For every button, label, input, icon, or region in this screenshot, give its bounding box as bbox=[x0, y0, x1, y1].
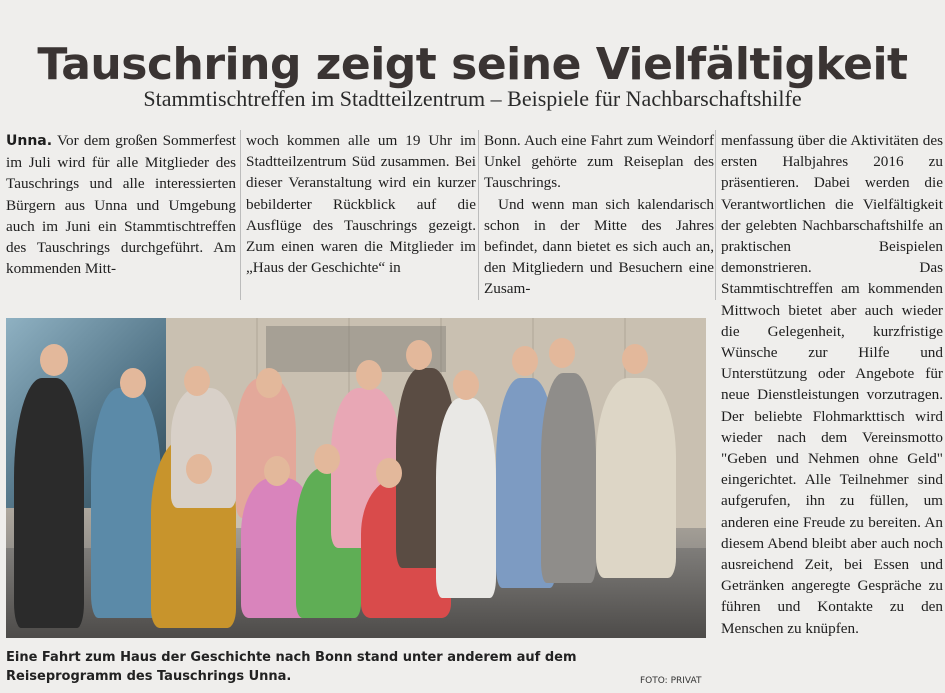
article-column-1 bbox=[6, 130, 236, 279]
photo-face bbox=[264, 456, 290, 486]
photo-person bbox=[171, 388, 236, 508]
photo-person bbox=[436, 398, 496, 598]
column-2-text: woch kommen alle um 19 Uhr im Stadtteilzentrum Süd zusammen. Bei dieser Veranstaltung wird ein kurzer bebilderter Rückblick auf die Ausflüge des Tauschrings gezeigt. Zum einen waren die Mitglieder im „Haus der Geschichte“ in bbox=[246, 132, 476, 277]
photo-face bbox=[186, 454, 212, 484]
column-4-text: menfassung über die Aktivitäten des ersten Halbjahres 2016 zu präsentieren. Dabei werden die Verantwortlichen die Vielfältigkeit der gelebten Nachbarschaftshilfe an praktischen Beispielen demonstrieren. Das Stammtischtreffen am kommenden Mittwoch bietet aber auch wieder die Gelegenheit, kurzfristige Wünsche zur Hilfe und Unterstützung oder Angebote für neue Dienstleistungen vorzutragen. Der beliebte Flohmarkttisch wird wieder nach dem Vereinsmotto "Geben und Nehmen ohne Geld" eingerichtet. Alle Teilnehmer sind aufgerufen, ihn zu füllen, um anderen eine Freude zu bereiten. An diesem Abend bleibt aber auch noch ausreichend Zeit, bei Essen und Getränken angeregte Gespräche zu führen und Kontakte zu den Menschen zu knüpfen. bbox=[721, 132, 943, 637]
photo-face bbox=[314, 444, 340, 474]
photo-person bbox=[596, 378, 676, 578]
column-rule bbox=[715, 130, 716, 300]
dateline: Unna. bbox=[6, 133, 53, 149]
column-3-paragraph-1: Bonn. Auch eine Fahrt zum Weindorf Unkel gehörte zum Reiseplan des Tauschrings. bbox=[484, 132, 714, 192]
photo-face bbox=[356, 360, 382, 390]
subheadline: Stammtischtreffen im Stadtteilzentrum – Beispiele für Nachbarschaftshilfe bbox=[143, 86, 802, 111]
photo-face bbox=[184, 366, 210, 396]
article-column-2 bbox=[246, 130, 476, 278]
group-photo bbox=[6, 318, 706, 638]
column-3-paragraph-2: Und wenn man sich kalendarisch schon in der Mitte des Jahres befindet, dann bietet es sich auch an, den Mitgliedern und Besuchern eine Zusam- bbox=[484, 195, 714, 298]
photo-face bbox=[512, 346, 538, 376]
photo-face bbox=[406, 340, 432, 370]
photo-face bbox=[256, 368, 282, 398]
column-rule bbox=[240, 130, 241, 300]
photo-person bbox=[14, 378, 84, 628]
column-1-text: Vor dem großen Sommerfest im Juli wird für alle Mitglieder des Tauschrings und alle interessierten Bürgern aus Unna und Umgebung auch im Juni ein Stammtischtreffen des Tauschrings durchgeführt. Am kommenden Mitt- bbox=[6, 132, 236, 278]
photo-caption: Eine Fahrt zum Haus der Geschichte nach Bonn stand unter anderem auf dem Reiseprogramm des Tauschrings Unna. bbox=[6, 650, 577, 684]
photo-credit: FOTO: PRIVAT bbox=[640, 676, 702, 686]
headline: Tauschring zeigt seine Vielfältigkeit bbox=[37, 39, 908, 91]
photo-face bbox=[549, 338, 575, 368]
photo-face bbox=[40, 344, 68, 376]
photo-face bbox=[453, 370, 479, 400]
article-column-3 bbox=[484, 130, 714, 300]
photo-face bbox=[622, 344, 648, 374]
column-rule bbox=[478, 130, 479, 300]
photo-face bbox=[376, 458, 402, 488]
photo-person bbox=[541, 373, 596, 583]
photo-face bbox=[120, 368, 146, 398]
article-column-4 bbox=[721, 130, 943, 690]
